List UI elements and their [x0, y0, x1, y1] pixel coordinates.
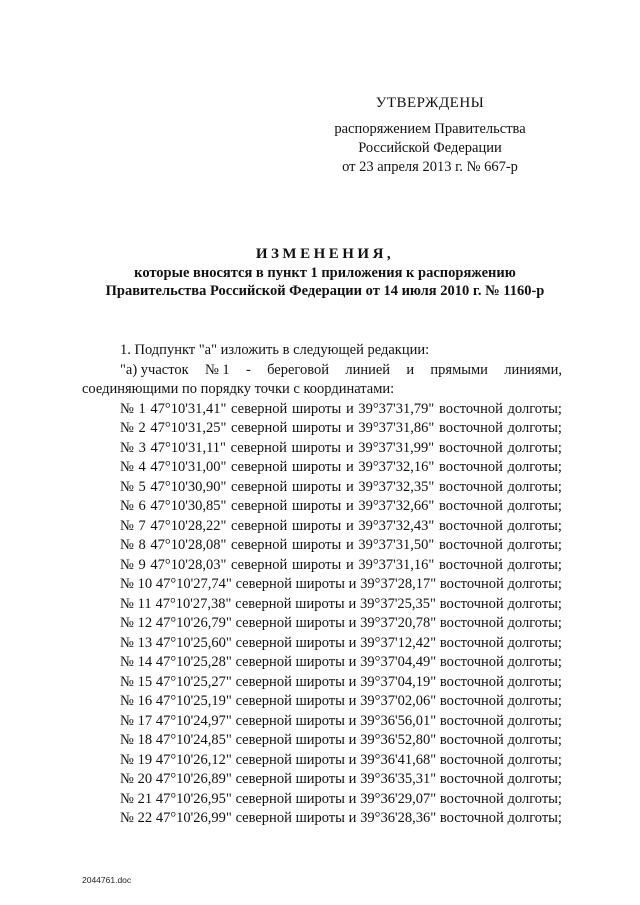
coordinate-word: северной — [235, 732, 292, 748]
coordinate-word: восточной — [439, 810, 504, 826]
coordinate-word: 39°37'31,50" — [358, 537, 435, 553]
coordinate-word: и — [345, 498, 354, 514]
coordinate-word: долготы; — [507, 634, 562, 651]
coordinate-word: 39°37'04,49" — [360, 654, 437, 670]
coordinate-word: 39°37'31,86" — [358, 420, 435, 436]
coordinate-word: северной — [231, 556, 288, 573]
coordinate-word: 39°37'12,42" — [360, 634, 437, 651]
coordinate-word: северной — [235, 751, 292, 768]
p2-word: береговой — [267, 361, 330, 378]
coordinate-word: 39°37'04,19" — [360, 673, 437, 690]
coordinate-word: 39°36'29,07" — [360, 790, 437, 807]
coordinate-word: и — [345, 420, 354, 436]
coordinate-word: долготы; — [507, 537, 562, 553]
coordinate-list — [82, 400, 562, 829]
coordinate-word: 16 — [137, 693, 153, 709]
coordinate-word: 47°10'30,90" — [150, 478, 227, 495]
coordinate-word: 47°10'25,27" — [155, 673, 232, 690]
p2-word: "а) участок — [120, 361, 189, 378]
paragraph-2-continuation: соединяющими по порядку точки с координатами: — [82, 381, 395, 397]
coordinate-word: широты — [295, 654, 345, 670]
p2-word: и — [406, 361, 415, 378]
coordinate-word: восточной — [439, 771, 504, 787]
coordinate-word: широты — [291, 517, 342, 534]
coordinate-word: 39°37'32,16" — [358, 459, 435, 475]
coordinate-word: 5 — [138, 478, 146, 495]
coordinate-word: восточной — [439, 654, 504, 670]
coordinate-word: широты — [295, 732, 345, 748]
coordinate-word: 47°10'30,85" — [150, 498, 227, 514]
coordinate-word: 9 — [138, 556, 146, 573]
coordinate-word: восточной — [439, 595, 504, 612]
coordinate-word: долготы; — [507, 459, 562, 475]
coordinate-word: 7 — [138, 517, 146, 534]
coordinate-row — [82, 770, 562, 790]
coordinate-word: 47°10'31,00" — [150, 459, 227, 475]
p2-word: линией — [345, 361, 391, 378]
coordinate-word: и — [345, 459, 354, 475]
coordinate-word: № — [120, 771, 134, 787]
coordinate-row — [82, 497, 562, 517]
coordinate-word: северной — [231, 478, 288, 495]
footer-filename: 2044761.doc — [82, 875, 132, 885]
coordinate-row — [82, 400, 562, 420]
coordinate-word: и — [345, 439, 354, 456]
coordinate-word: № — [120, 478, 134, 495]
coordinate-word: северной — [235, 595, 292, 612]
coordinate-word: и — [348, 751, 357, 768]
coordinate-word: долготы; — [507, 556, 562, 573]
coordinate-word: 11 — [137, 595, 152, 612]
coordinate-row — [82, 556, 562, 576]
coordinate-word: 39°37'31,16" — [358, 556, 435, 573]
coordinate-word: долготы; — [507, 751, 562, 768]
p2-word: прямыми — [430, 361, 488, 378]
coordinate-word: широты — [291, 420, 342, 436]
coordinate-word: 47°10'24,97" — [155, 712, 232, 729]
coordinate-word: северной — [235, 576, 292, 592]
coordinate-word: 14 — [137, 654, 153, 670]
approval-line-1: распоряжением Правительства — [334, 121, 526, 137]
coordinate-word: № — [120, 498, 134, 514]
document-body — [82, 341, 562, 829]
coordinate-row — [82, 712, 562, 732]
coordinate-word: № — [120, 420, 134, 436]
coordinate-word: № — [120, 615, 134, 631]
coordinate-word: и — [348, 771, 357, 787]
coordinate-word: северной — [231, 459, 288, 475]
coordinate-word: 47°10'26,99" — [155, 810, 232, 826]
coordinate-word: 47°10'31,11" — [150, 439, 226, 456]
coordinate-word: долготы; — [507, 517, 562, 534]
p2-word: линиями, — [504, 361, 562, 378]
coordinate-word: северной — [235, 790, 292, 807]
coordinate-word: северной — [235, 771, 292, 787]
coordinate-row — [82, 731, 562, 751]
heading-title: ИЗМЕНЕНИЯ, — [255, 246, 395, 262]
p2-word: № 1 — [204, 361, 230, 378]
coordinate-word: 47°10'25,19" — [155, 693, 232, 709]
coordinate-word: 39°37'25,35" — [360, 595, 436, 612]
coordinate-word: 4 — [138, 459, 146, 475]
coordinate-row — [82, 575, 562, 595]
coordinate-word: и — [348, 790, 357, 807]
coordinate-word: широты — [291, 478, 342, 495]
coordinate-word: № — [120, 459, 134, 475]
coordinate-word: восточной — [439, 576, 504, 592]
coordinate-word: 39°36'56,01" — [360, 712, 437, 729]
coordinate-word: восточной — [438, 400, 503, 417]
coordinate-word: широты — [291, 556, 342, 573]
coordinate-word: 39°36'28,36" — [360, 810, 437, 826]
coordinate-word: и — [348, 595, 357, 612]
coordinate-word: долготы; — [507, 615, 562, 631]
coordinate-word: и — [348, 693, 357, 709]
coordinate-word: № — [120, 537, 134, 553]
coordinate-word: и — [348, 654, 357, 670]
coordinate-word: и — [348, 615, 357, 631]
coordinate-word: № — [120, 654, 134, 670]
coordinate-word: № — [120, 634, 134, 651]
coordinate-row — [82, 653, 562, 673]
coordinate-word: 3 — [138, 439, 146, 456]
coordinate-word: широты — [295, 790, 345, 807]
coordinate-word: 21 — [137, 790, 153, 807]
coordinate-word: и — [348, 810, 357, 826]
coordinate-word: 8 — [138, 537, 146, 553]
coordinate-word: северной — [231, 498, 288, 514]
coordinate-word: северной — [231, 537, 288, 553]
coordinate-word: восточной — [439, 712, 504, 729]
coordinate-word: широты — [295, 673, 345, 690]
coordinate-word: восточной — [439, 751, 504, 768]
coordinate-word: № — [120, 556, 134, 573]
coordinate-word: северной — [231, 420, 288, 436]
coordinate-word: широты — [295, 693, 345, 709]
coordinate-word: 22 — [137, 810, 153, 826]
coordinate-word: 47°10'26,95" — [155, 790, 232, 807]
coordinate-word: восточной — [439, 732, 504, 748]
coordinate-word: № — [120, 439, 134, 456]
coordinate-word: № — [120, 673, 134, 690]
coordinate-word: № — [120, 751, 134, 768]
coordinate-row — [82, 751, 562, 771]
coordinate-word: 18 — [137, 732, 153, 748]
coordinate-word: северной — [230, 439, 287, 456]
coordinate-word: северной — [235, 654, 292, 670]
approval-line-2: Российской Федерации — [358, 140, 502, 156]
coordinate-word: № — [120, 693, 134, 709]
heading-line-2: Правительства Российской Федерации от 14 июля 2010 г. № 1160-р — [105, 283, 545, 299]
coordinate-word: восточной — [438, 439, 503, 456]
coordinate-word: долготы; — [507, 673, 562, 690]
coordinate-word: восточной — [439, 693, 504, 709]
paragraph-2-first-line — [82, 361, 562, 381]
coordinate-word: долготы; — [507, 478, 562, 495]
coordinate-word: восточной — [438, 537, 503, 553]
coordinate-word: 47°10'26,12" — [155, 751, 232, 768]
coordinate-word: 39°36'41,68" — [360, 751, 437, 768]
coordinate-word: № — [120, 712, 134, 729]
coordinate-word: долготы; — [507, 498, 562, 514]
coordinate-word: и — [348, 634, 357, 651]
coordinate-word: широты — [291, 400, 342, 417]
coordinate-word: и — [348, 732, 357, 748]
coordinate-word: долготы; — [507, 693, 562, 709]
coordinate-row — [82, 790, 562, 810]
coordinate-word: 19 — [137, 751, 153, 768]
coordinate-word: 1 — [138, 400, 146, 417]
coordinate-word: 12 — [137, 615, 153, 631]
coordinate-word: долготы; — [507, 595, 562, 612]
coordinate-word: 47°10'24,85" — [155, 732, 232, 748]
coordinate-word: 39°37'32,43" — [358, 517, 435, 534]
coordinate-row — [82, 517, 562, 537]
coordinate-word: № — [120, 810, 134, 826]
coordinate-word: восточной — [438, 420, 503, 436]
coordinate-word: и — [345, 537, 354, 553]
coordinate-row — [82, 614, 562, 634]
coordinate-word: и — [345, 478, 354, 495]
coordinate-word: и — [348, 576, 357, 592]
approval-block — [300, 94, 560, 177]
coordinate-word: широты — [295, 576, 345, 592]
coordinate-word: и — [348, 673, 357, 690]
coordinate-word: широты — [295, 615, 345, 631]
coordinate-word: долготы; — [507, 810, 562, 826]
coordinate-word: 47°10'28,22" — [150, 517, 227, 534]
coordinate-word: восточной — [439, 673, 504, 690]
coordinate-row — [82, 419, 562, 439]
coordinate-word: 47°10'27,74" — [155, 576, 232, 592]
coordinate-word: долготы; — [507, 654, 562, 670]
coordinate-row — [82, 673, 562, 693]
coordinate-word: 47°10'28,08" — [150, 537, 227, 553]
coordinate-word: восточной — [438, 556, 503, 573]
approval-line-3: от 23 апреля 2013 г. № 667-р — [342, 159, 518, 175]
coordinate-word: долготы; — [507, 732, 562, 748]
coordinate-word: долготы; — [507, 771, 562, 787]
coordinate-word: восточной — [439, 790, 504, 807]
coordinate-word: 47°10'26,79" — [155, 615, 232, 631]
coordinate-word: долготы; — [507, 400, 562, 417]
coordinate-word: 47°10'28,03" — [150, 556, 227, 573]
coordinate-word: 13 — [137, 634, 153, 651]
coordinate-word: широты — [295, 751, 345, 768]
coordinate-word: 47°10'31,25" — [150, 420, 227, 436]
coordinate-word: № — [120, 517, 134, 534]
coordinate-row — [82, 634, 562, 654]
document-heading — [60, 245, 590, 300]
coordinate-word: 10 — [137, 576, 153, 592]
coordinate-word: широты — [291, 439, 341, 456]
coordinate-word: северной — [235, 615, 292, 631]
coordinate-word: восточной — [438, 459, 503, 475]
coordinate-word: северной — [231, 400, 288, 417]
coordinate-word: 47°10'31,41" — [150, 400, 227, 417]
coordinate-word: 6 — [138, 498, 146, 514]
coordinate-word: и — [345, 517, 354, 534]
coordinate-word: № — [120, 790, 134, 807]
coordinate-word: северной — [231, 517, 288, 534]
approval-title: УТВЕРЖДЕНЫ — [375, 95, 485, 111]
coordinate-word: широты — [295, 712, 345, 729]
coordinate-word: 39°37'28,17" — [360, 576, 437, 592]
coordinate-word: № — [120, 732, 134, 748]
coordinate-row — [82, 478, 562, 498]
coordinate-row — [82, 439, 562, 459]
coordinate-word: 39°37'31,79" — [358, 400, 435, 417]
coordinate-word: 39°37'32,66" — [358, 498, 435, 514]
coordinate-word: 47°10'25,60" — [155, 634, 232, 651]
coordinate-word: широты — [295, 771, 345, 787]
coordinate-word: 17 — [137, 712, 153, 729]
coordinate-word: 47°10'27,38" — [155, 595, 232, 612]
coordinate-word: долготы; — [507, 576, 562, 592]
coordinate-row — [82, 536, 562, 556]
p2-word: - — [245, 361, 251, 378]
coordinate-word: широты — [291, 459, 342, 475]
coordinate-word: № — [120, 576, 134, 592]
coordinate-word: северной — [235, 712, 292, 729]
coordinate-word: долготы; — [507, 712, 562, 729]
coordinate-row — [82, 692, 562, 712]
coordinate-word: северной — [235, 810, 292, 826]
coordinate-word: широты — [295, 634, 345, 651]
coordinate-word: восточной — [439, 615, 504, 631]
coordinate-word: северной — [235, 693, 292, 709]
coordinate-word: долготы; — [507, 420, 562, 436]
coordinate-word: 39°36'52,80" — [360, 732, 437, 748]
coordinate-word: долготы; — [507, 439, 562, 456]
coordinate-word: 39°37'31,99" — [358, 439, 435, 456]
coordinate-word: северной — [235, 634, 292, 651]
coordinate-word: широты — [295, 810, 345, 826]
coordinate-word: восточной — [438, 517, 503, 534]
coordinate-word: северной — [235, 673, 292, 690]
coordinate-word: и — [345, 400, 354, 417]
heading-line-1: которые вносятся в пункт 1 приложения к распоряжению — [134, 265, 516, 281]
coordinate-word: 47°10'25,28" — [155, 654, 232, 670]
coordinate-row — [82, 809, 562, 829]
coordinate-word: широты — [291, 537, 342, 553]
paragraph-1: 1. Подпункт "а" изложить в следующей редакции: — [120, 342, 430, 358]
coordinate-word: 20 — [137, 771, 153, 787]
coordinate-word: и — [345, 556, 354, 573]
coordinate-word: долготы; — [507, 790, 562, 807]
coordinate-word: широты — [295, 595, 345, 612]
coordinate-word: № — [120, 400, 134, 417]
coordinate-word: 39°37'20,78" — [360, 615, 437, 631]
coordinate-word: 39°36'35,31" — [360, 771, 437, 787]
coordinate-word: широты — [291, 498, 342, 514]
coordinate-word: 47°10'26,89" — [155, 771, 232, 787]
coordinate-word: и — [348, 712, 357, 729]
coordinate-word: восточной — [438, 478, 503, 495]
coordinate-row — [82, 595, 562, 615]
coordinate-word: восточной — [439, 634, 504, 651]
coordinate-word: 2 — [138, 420, 146, 436]
coordinate-word: восточной — [438, 498, 503, 514]
coordinate-row — [82, 458, 562, 478]
coordinate-word: 15 — [137, 673, 153, 690]
coordinate-word: 39°37'32,35" — [358, 478, 435, 495]
coordinate-word: 39°37'02,06" — [360, 693, 437, 709]
coordinate-word: № — [120, 595, 134, 612]
